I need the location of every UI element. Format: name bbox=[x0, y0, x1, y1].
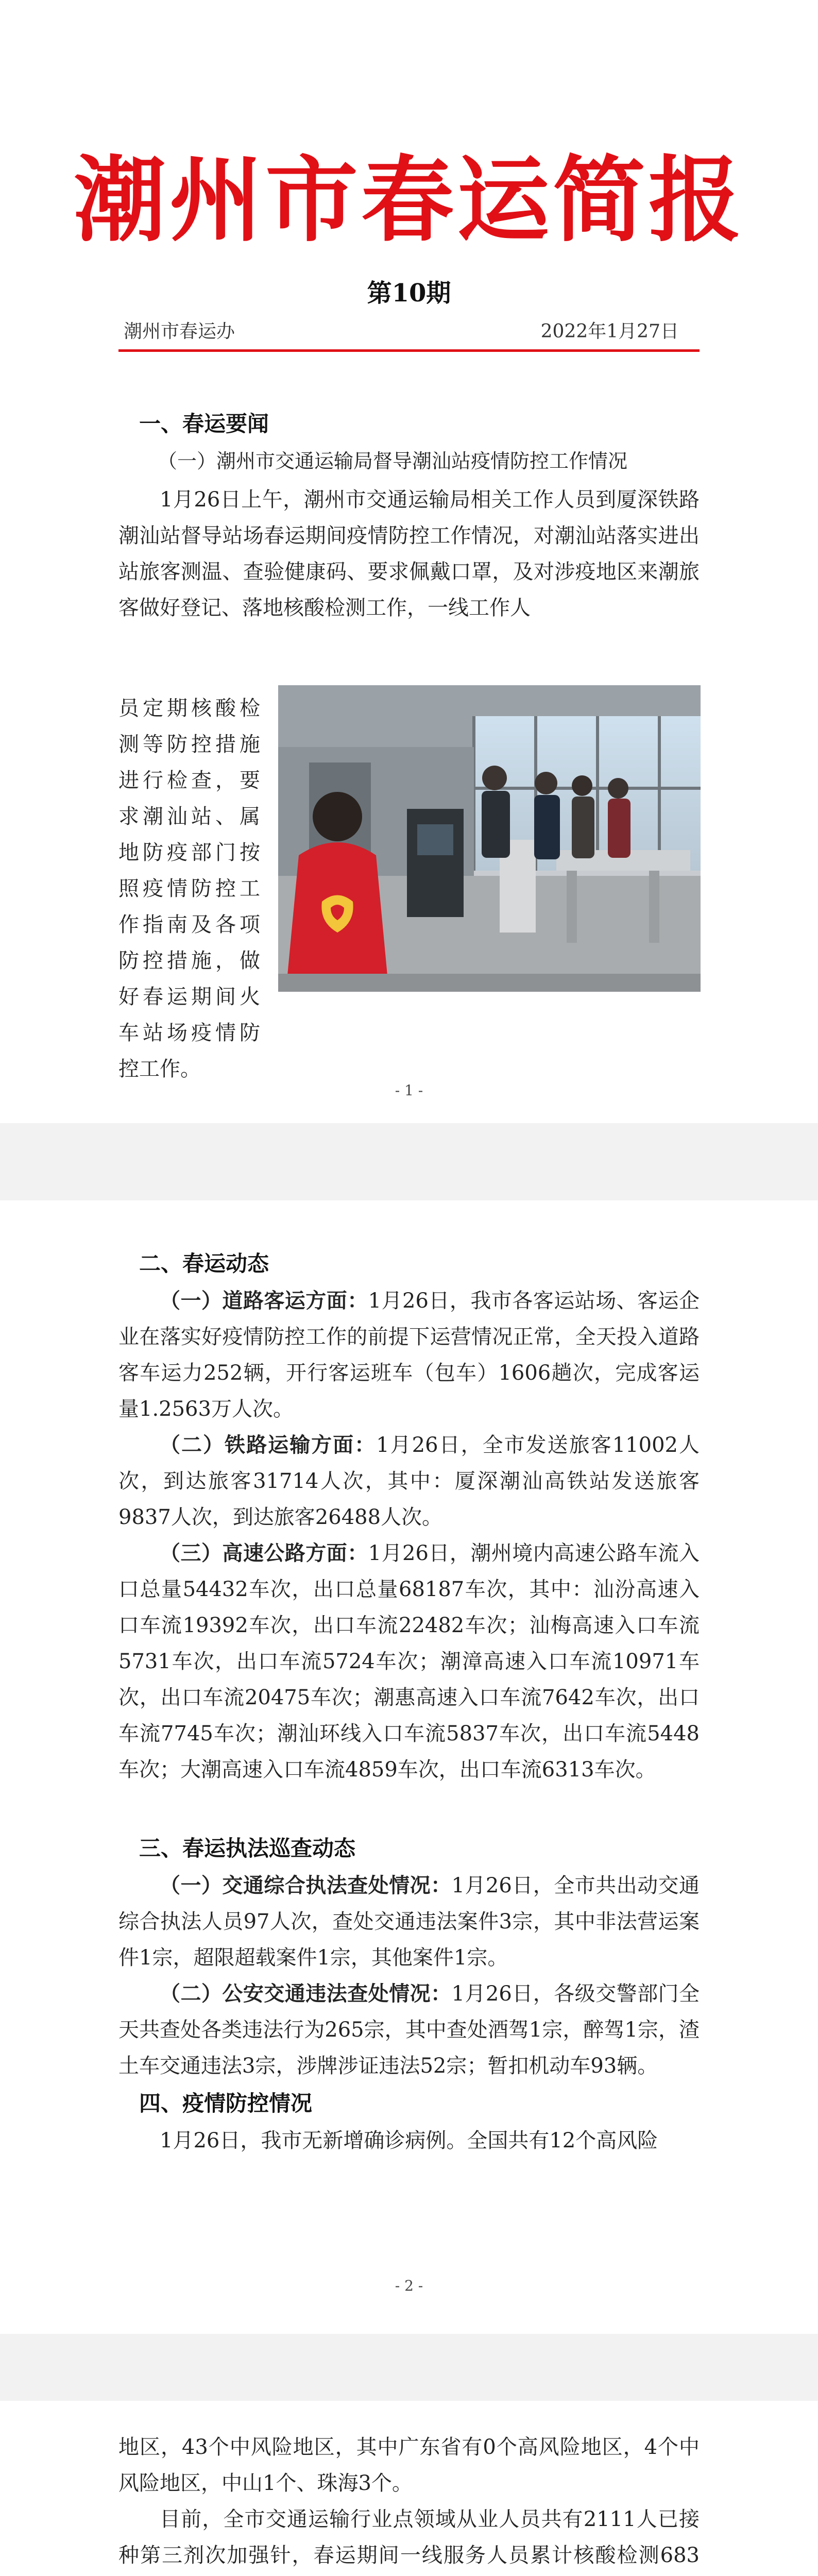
police-lead: （二）公安交通违法查处情况： bbox=[160, 1981, 452, 2006]
rail-transport-text: 1月26日，全市发送旅客11002人次，到达旅客31714人次，其中：厦深潮汕高铁站发送旅客9837人次，到达旅客26488人次。 bbox=[118, 1433, 700, 1529]
section1-paragraph-continued: 员定期核酸检测等防控措施进行检查，要求潮汕站、属地防疫部门按照疫情防控工作指南及各项防控措施，做好春运期间火车站场疫情防控工作。 bbox=[118, 697, 260, 1081]
issue-date: 2022年1月27日 bbox=[540, 321, 679, 342]
issuing-org: 潮州市春运办 bbox=[124, 321, 235, 342]
enforcement-lead: （一）交通综合执法查处情况： bbox=[160, 1873, 452, 1897]
police-paragraph bbox=[118, 1976, 700, 2084]
issue-number: 第10期 bbox=[367, 279, 451, 308]
enforcement-text: 1月26日，全市共出动交通综合执法人员97人次，查处交通违法案件3宗，其中非法营运案件1宗，超限超载案件1宗，其他案件1宗。 bbox=[118, 1874, 700, 1970]
section1-subheading: （一）潮州市交通运输局督导潮汕站疫情防控工作情况 bbox=[158, 450, 628, 472]
section4-heading: 四、疫情防控情况 bbox=[139, 2091, 313, 2116]
road-transport-lead: （一）道路客运方面： bbox=[160, 1289, 368, 1313]
masthead-title: 潮州市春运简报 bbox=[73, 147, 744, 255]
rail-transport-paragraph bbox=[118, 1427, 700, 1535]
police-text: 1月26日，各级交警部门全天共查处各类违法行为265宗，其中查处酒驾1宗，醉驾1宗，渣土车交通违法3宗，涉牌涉证违法52宗；暂扣机动车93辆。 bbox=[118, 1982, 700, 2078]
section1-paragraph: 1月26日上午，潮州市交通运输局相关工作人员到厦深铁路潮汕站督导站场春运期间疫情防控工作情况，对潮汕站落实进出站旅客测温、查验健康码、要求佩戴口罩，及对涉疫地区来潮旅客做好登记、落地核酸检测工作，一线工作人 bbox=[118, 488, 700, 620]
road-transport-paragraph bbox=[118, 1283, 700, 1427]
vaccination-paragraph: 目前，全市交通运输行业点领域从业人员共有2111人已接种第三剂次加强针，春运期间一线服务人员累计核酸检测683 bbox=[118, 2507, 700, 2567]
enforcement-paragraph bbox=[118, 1868, 700, 1976]
page-number-2: - 2 - bbox=[395, 2277, 423, 2294]
highway-paragraph bbox=[118, 1535, 700, 1788]
station-inspection-photo bbox=[278, 685, 701, 992]
epidemic-paragraph-part1: 1月26日，我市无新增确诊病例。全国共有12个高风险 bbox=[160, 2129, 658, 2153]
page-gap bbox=[0, 1123, 818, 1200]
section2-heading: 二、春运动态 bbox=[139, 1251, 269, 1276]
road-transport-text: 1月26日，我市各客运站场、客运企业在落实好疫情防控工作的前提下运营情况正常，全天投入道路客车运力252辆，开行客运班车（包车）1606趟次，完成客运量1.2563万人次。 bbox=[118, 1289, 700, 1421]
page-number-1: - 1 - bbox=[395, 1082, 423, 1099]
header-rule bbox=[118, 349, 700, 352]
epidemic-paragraph-part2: 地区，43个中风险地区，其中广东省有0个高风险地区，4个中风险地区，中山1个、珠海3个。 bbox=[118, 2435, 700, 2495]
section1-heading: 一、春运要闻 bbox=[139, 411, 269, 436]
highway-lead: （三）高速公路方面： bbox=[160, 1541, 368, 1565]
rail-transport-lead: （二）铁路运输方面： bbox=[160, 1433, 377, 1457]
highway-text: 1月26日，潮州境内高速公路车流入口总量54432车次，出口总量68187车次，其中：汕汾高速入口车流19392车次，出口车流22482车次；汕梅高速入口车流5731车次，出口车流5724车次；潮漳高速入口车流10971车次，出口车流20475车次；潮惠高速入口车流7642车次，出口车流7745车次；潮汕环线入口车流5837车次，出口车流5448车次；大潮高速入口车流4859车次，出口车流6313车次。 bbox=[118, 1541, 700, 1782]
section3-heading: 三、春运执法巡查动态 bbox=[139, 1836, 356, 1861]
page-gap bbox=[0, 2334, 818, 2401]
